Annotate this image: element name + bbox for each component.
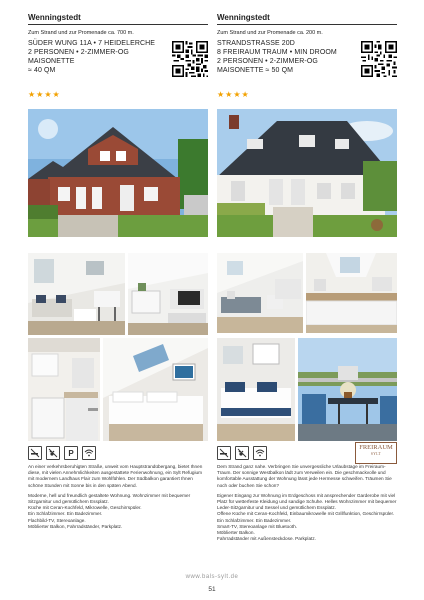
website-url[interactable]: www.bals-sylt.de	[185, 574, 239, 580]
parking-icon	[64, 446, 78, 460]
listing-left	[28, 12, 208, 529]
location-heading: Wenningstedt	[217, 12, 397, 25]
qr-code[interactable]	[361, 41, 397, 77]
wifi-icon	[253, 446, 267, 460]
listing-description	[217, 464, 397, 546]
title-line: 8 FREIRAUM TRAUM • MIN DROOM	[217, 49, 337, 56]
no-pets-icon	[46, 446, 60, 460]
svg-text:P: P	[68, 449, 74, 458]
listing-description	[28, 464, 208, 534]
balcony-photo	[298, 338, 397, 441]
description-paragraph: Eigener Eingang zur Wohnung im Erdgeschoss mit ansprechender Garderobe mit viel Platz für wetterfeste Kleidung und sandige Schuhe. Helles Wohnzimmer mit bequemer Leder-Sitzgarnitur und Sessel und gemütlichem Essplatz. Offene Küche mit Ceran-Kochfeld, Einbaumikrowelle mit Grillfunktion, Geschirrspüler. Ein Schlafzimmer. Ein Badezimmer. Smart-TV, Stereoanlage mit Bluetooth. Möblierter Balkon. Fahrradständer mit Außensteckdose. Parkplatz.	[217, 492, 397, 542]
bedroom-photo	[103, 338, 208, 441]
page-number: 51	[208, 586, 216, 593]
kitchen-photo	[306, 253, 397, 333]
listing-right	[217, 12, 397, 542]
description-paragraph: Moderne, hell und freundlich gestaltete Wohnung. Wohnzimmer mit bequemer Sitzgarnitur und gemütlichem Essplatz. Küche mit Ceran-Kochfeld, Mikrowelle, Geschirrspüler. Ein Schlafzimmer. Ein Badezimmer. Flachbild-TV, Stereoanlage. Möblierter Balkon, Fahrradständer, Parkplatz.	[28, 492, 191, 529]
distance-note: Zum Strand und zur Promenade ca. 700 m.	[28, 30, 134, 36]
listing-title	[217, 39, 397, 89]
title-line: 2 PERSONEN • 2-ZIMMER-OG	[217, 58, 318, 65]
description-paragraph: Dem Strand ganz nahe. Verbringen Sie unvergessliche Urlaubstage im Freiraum-Traum. Der sonnige Westbalkon lädt zum Verweilen ein. Die geschmackvolle und komfortable Ausstattung der Wohnung lässt jede Hermesse schweifen. Träumen Sie noch oder buchen Sie schon?	[217, 464, 392, 488]
listing-title	[28, 39, 208, 89]
qr-code[interactable]	[172, 41, 208, 77]
living-room-photo	[217, 253, 303, 333]
location-heading: Wenningstedt	[28, 12, 208, 25]
title-line: MAISONETTE	[28, 58, 75, 65]
bedroom-photo	[217, 338, 295, 441]
house-exterior-photo	[217, 109, 397, 237]
amenity-icons	[217, 446, 267, 460]
title-line: 2 PERSONEN • 2-ZIMMER-OG	[28, 49, 129, 56]
title-line: STRANDSTRASSE 20D	[217, 40, 295, 47]
no-smoking-icon	[217, 446, 231, 460]
logo-subtext: SYLT	[370, 452, 382, 456]
no-pets-icon	[235, 446, 249, 460]
house-exterior-photo	[28, 109, 208, 237]
freiraum-logo	[355, 442, 397, 464]
description-paragraph: An einer verkehrsberuhigten Straße, unweit vom Hauptstrandübergang, bietet Ihnen diese, mit vielen Annehmlichkeiten ausgestattete Ferienwohnung, ein Sylt Refugium mit modernem Landhaus Flair zum Wohlfühlen. Der Südbalkon garantiert Ihnen schöne Stunden mit Sonne bis in den späten Abend.	[28, 464, 203, 488]
tv-corner-photo	[128, 253, 208, 335]
rating-stars: ★★★★	[217, 90, 250, 99]
wifi-icon	[82, 446, 96, 460]
living-room-photo	[28, 253, 125, 335]
no-smoking-icon	[28, 446, 42, 460]
logo-text: FREIRAUM	[359, 444, 393, 451]
amenity-icons	[28, 446, 96, 460]
title-line: ≈ 40 QM	[28, 67, 56, 74]
title-line: MAISONETTE ≈ 50 QM	[217, 67, 294, 74]
title-line: SÜDER WUNG 11A • 7 HEIDELERCHE	[28, 40, 156, 47]
kitchen-photo	[28, 338, 100, 441]
rating-stars: ★★★★	[28, 90, 61, 99]
distance-note: Zum Strand und zur Promenade ca. 200 m.	[217, 30, 323, 36]
